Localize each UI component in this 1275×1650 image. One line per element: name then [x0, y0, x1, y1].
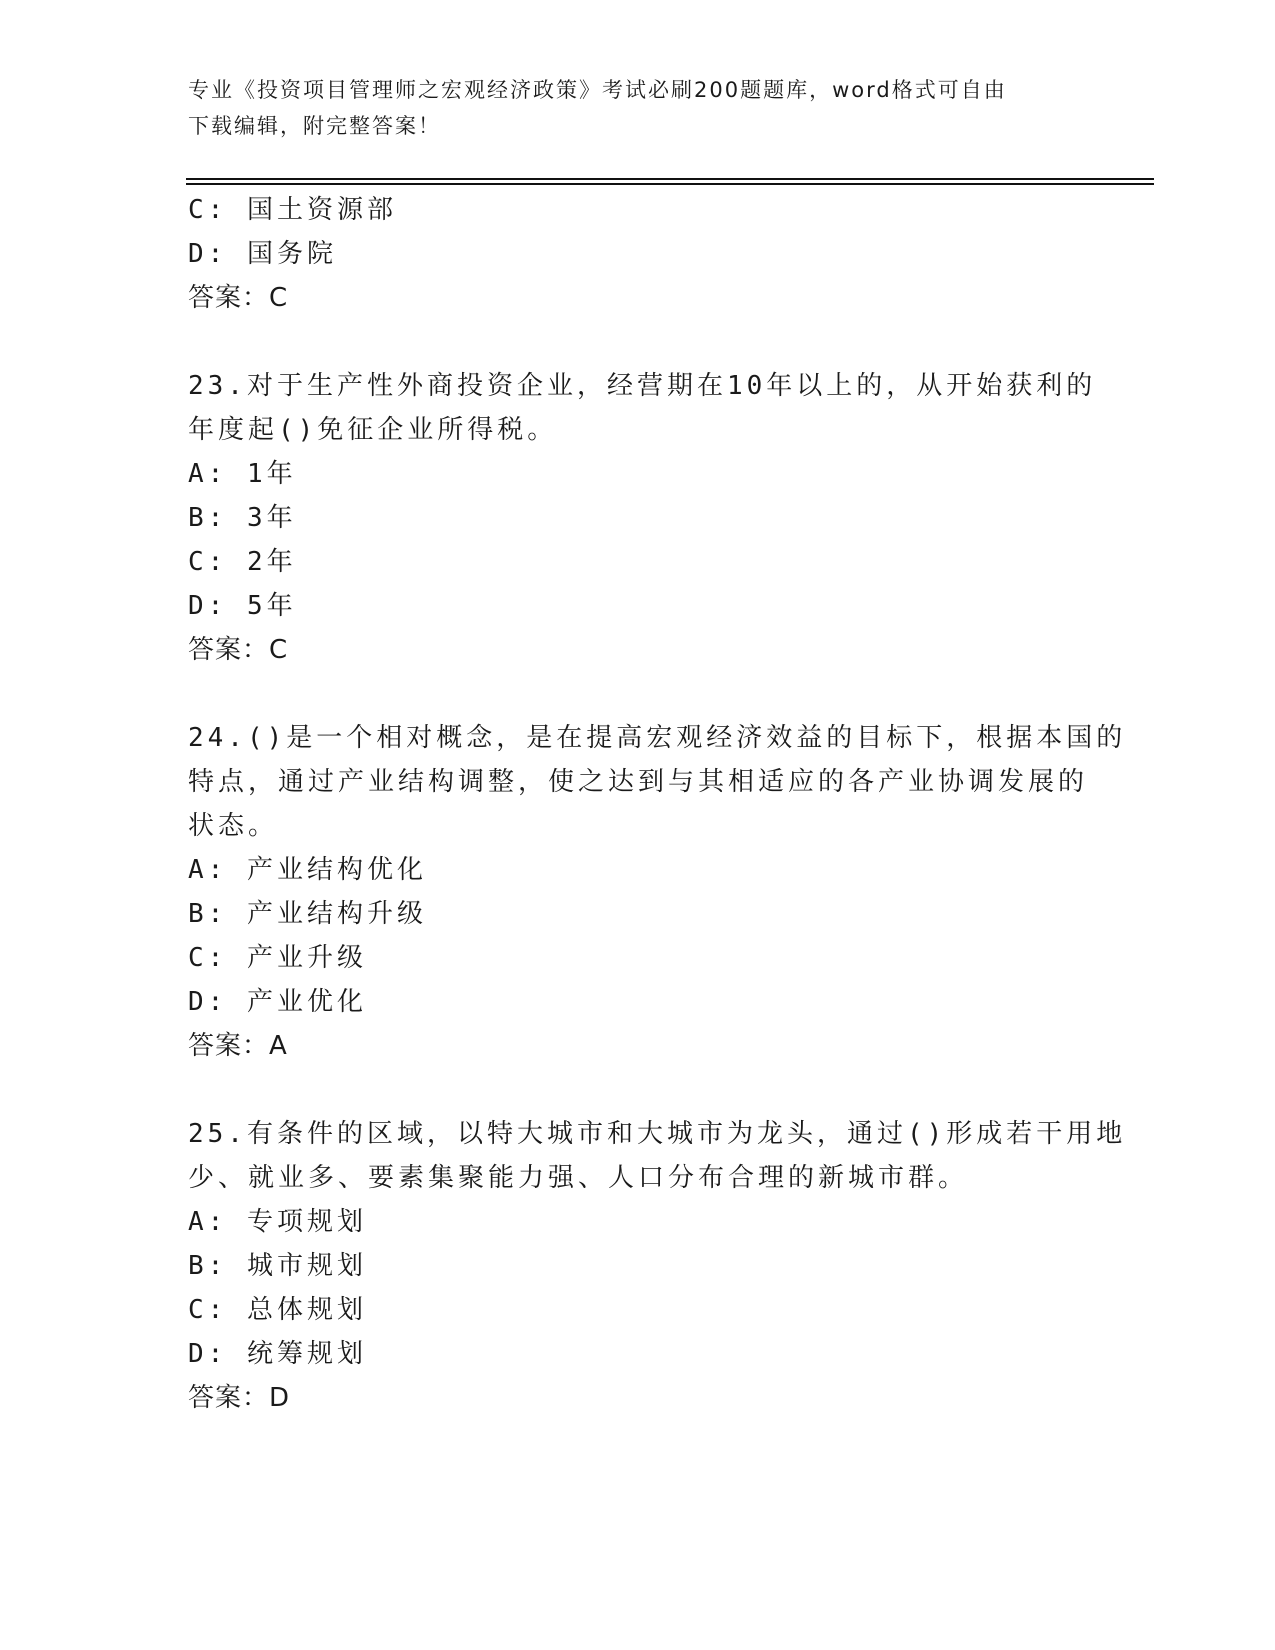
q23-option-d: D: 5年: [188, 591, 297, 621]
q23-stem-line-1: 23.对于生产性外商投资企业，经营期在10年以上的，从开始获利的: [188, 371, 1097, 401]
q24-option-a: A: 产业结构优化: [188, 855, 427, 885]
prev-answer: 答案：C: [188, 283, 289, 313]
q23-option-b: B: 3年: [188, 503, 297, 533]
prev-option-c: C: 国土资源部: [188, 195, 397, 225]
q23-option-c: C: 2年: [188, 547, 297, 577]
q25-stem-line-2: 少、就业多、要素集聚能力强、人口分布合理的新城市群。: [188, 1163, 969, 1193]
q25-answer: 答案：D: [188, 1383, 291, 1413]
document-header: [188, 72, 1068, 144]
prev-option-d: D: 国务院: [188, 239, 337, 269]
q23-stem-line-2: 年度起()免征企业所得税。: [188, 415, 558, 445]
q25-option-c: C: 总体规划: [188, 1295, 367, 1325]
q24-stem-line-1: 24.()是一个相对概念，是在提高宏观经济效益的目标下，根据本国的: [188, 723, 1127, 753]
header-divider-top: [186, 178, 1154, 180]
q24-option-c: C: 产业升级: [188, 943, 367, 973]
q24-stem-line-2: 特点，通过产业结构调整，使之达到与其相适应的各产业协调发展的: [188, 767, 1089, 797]
q24-option-b: B: 产业结构升级: [188, 899, 427, 929]
q24-stem-line-3: 状态。: [188, 811, 279, 841]
q23-option-a: A: 1年: [188, 459, 297, 489]
q25-option-d: D: 统筹规划: [188, 1339, 367, 1369]
header-line-2: 下载编辑，附完整答案！: [188, 114, 441, 138]
q25-option-a: A: 专项规划: [188, 1207, 367, 1237]
header-divider-bottom: [186, 183, 1154, 185]
q25-option-b: B: 城市规划: [188, 1251, 367, 1281]
header-line-1: 专业《投资项目管理师之宏观经济政策》考试必刷200题题库，word格式可自由: [188, 78, 1007, 102]
q23-answer: 答案：C: [188, 635, 289, 665]
q24-option-d: D: 产业优化: [188, 987, 367, 1017]
q24-answer: 答案：A: [188, 1031, 288, 1061]
q25-stem-line-1: 25.有条件的区域，以特大城市和大城市为龙头，通过()形成若干用地: [188, 1119, 1127, 1149]
